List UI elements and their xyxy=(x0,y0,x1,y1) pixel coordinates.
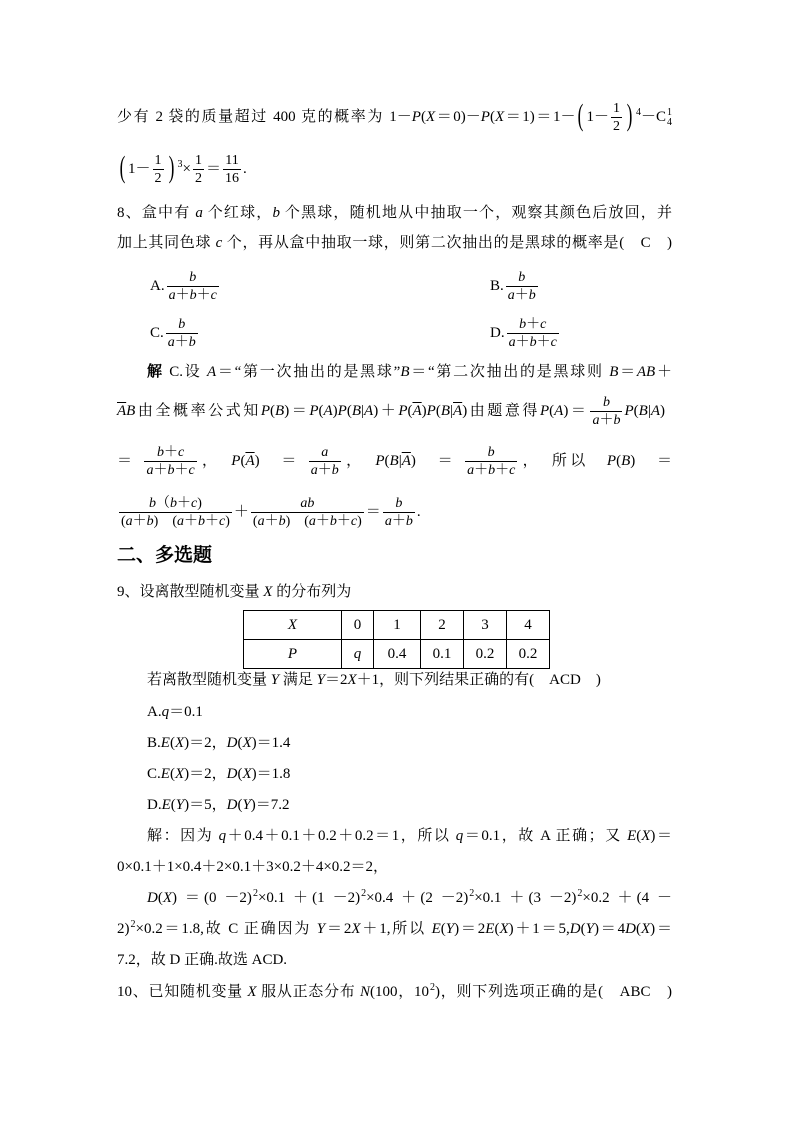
math-variable: b xyxy=(519,316,527,332)
text-run: ×0.2＝1.8,故 xyxy=(135,921,229,937)
math-variable: P xyxy=(426,403,436,419)
section-heading: 二、多选题 xyxy=(117,544,213,566)
math-variable: b xyxy=(529,334,537,350)
math-variable: b xyxy=(331,462,339,478)
fraction-numerator xyxy=(486,445,497,461)
math-variable: P xyxy=(480,109,490,125)
math-variable: X xyxy=(351,921,361,937)
math-variable: b xyxy=(198,513,205,529)
text-run: 正确.故选 xyxy=(180,952,252,968)
math-variable: P xyxy=(337,403,347,419)
math-variable: c xyxy=(540,316,547,332)
math-variable: A xyxy=(554,403,564,419)
math-variable: $\overline{A}$ xyxy=(245,453,255,469)
math-variable: Y xyxy=(316,921,326,937)
upright-label: ABC xyxy=(619,984,651,1000)
math-variable: c xyxy=(215,235,223,251)
math-variable: X xyxy=(247,984,257,1000)
bold-label: 解 xyxy=(147,364,164,380)
problem-9-solution-line-4 xyxy=(117,912,672,946)
distribution-table xyxy=(243,610,550,669)
math-variable: a xyxy=(308,513,316,529)
math-variable: q xyxy=(455,828,464,844)
text-run: )P(B| xyxy=(421,403,454,419)
upright-label: B. xyxy=(490,278,504,294)
fraction-numerator xyxy=(187,270,198,286)
math-variable: P xyxy=(375,453,385,469)
fraction-numerator xyxy=(601,395,612,411)
text-run: 少有 2 袋的质量超过 400 克的概率为 1－P(X＝0)－P(X＝1)＝1－ xyxy=(117,109,576,125)
text-run: ×0.4 ＋(2 －2) xyxy=(366,890,469,906)
table-cell: 0.1 xyxy=(421,640,464,669)
math-variable: Y xyxy=(175,797,185,813)
fraction-denominator: (a＋b) (a＋b＋c) xyxy=(252,513,362,529)
math-variable: D xyxy=(147,890,158,906)
math-variable: $\overline{A}$ xyxy=(117,403,127,419)
text-run: ×0.2 ＋(4 － xyxy=(582,890,672,906)
fraction-numerator: b＋c xyxy=(519,316,547,332)
math-variable: D xyxy=(226,735,238,751)
fraction-numerator: b（b＋c) xyxy=(149,495,202,511)
math-variable: P xyxy=(411,109,421,125)
math-variable: b xyxy=(146,513,154,529)
text-run: ) ＝ xyxy=(254,453,307,469)
math-variable: c xyxy=(210,287,217,303)
math-variable: D xyxy=(625,921,636,937)
fraction-denominator: a＋b＋c xyxy=(146,462,195,478)
math-variable: b xyxy=(178,316,186,332)
math-variable: b xyxy=(528,287,536,303)
upright-label: D. xyxy=(490,325,505,341)
math-variable: X xyxy=(174,766,185,782)
text-run: P(B|A) xyxy=(624,403,665,419)
math-variable: a xyxy=(321,444,329,460)
upright-label: C xyxy=(656,109,667,125)
fraction-denominator: a＋b xyxy=(384,513,413,529)
math-variable: b xyxy=(488,462,496,478)
math-variable: b xyxy=(188,334,196,350)
text-run: 2) xyxy=(117,921,130,937)
math-variable: q xyxy=(218,828,227,844)
problem-8-solution-line-2 xyxy=(117,394,665,429)
upright-label: ACD xyxy=(251,952,284,968)
problem-8-option-b xyxy=(490,269,540,304)
math-variable: b xyxy=(189,287,197,303)
math-variable: $\overline{A}$ xyxy=(412,403,422,419)
fraction-denominator: a＋b＋c xyxy=(467,462,516,478)
fraction-denominator: a＋b＋c xyxy=(508,334,557,350)
text-run: ＝ xyxy=(205,161,221,177)
upright-label: C. xyxy=(147,766,161,782)
fraction-denominator: (a＋b) (a＋b＋c) xyxy=(121,513,230,529)
math-variable: A xyxy=(323,403,333,419)
math-variable: AB xyxy=(636,364,656,380)
text-run: ， P(B| xyxy=(342,453,402,469)
text-run: 加上其同色球 c 个，再从盒中抽取一球，则第二次抽出的是黑球的概率是( xyxy=(117,235,641,251)
text-run: 10、已知随机变量 X 服从正态分布 N(100，10 xyxy=(117,984,430,1000)
fraction-numerator: b＋c xyxy=(156,444,185,460)
fraction xyxy=(119,496,232,530)
math-variable: X xyxy=(242,735,252,751)
text-run: 7.2，故 xyxy=(117,952,170,968)
math-variable: b xyxy=(395,495,403,511)
problem-8-solution-line-1 xyxy=(147,355,672,389)
problem-9-option-d xyxy=(147,788,290,822)
upright-label: D xyxy=(169,952,181,968)
upright-label: D. xyxy=(147,797,162,813)
math-variable: b xyxy=(518,269,526,285)
math-variable: E xyxy=(160,735,170,751)
table-row xyxy=(244,611,550,640)
text-run: q＝0.1 xyxy=(161,704,203,720)
text-run: B由全概率公式知P(B)＝P(A)P(B|A)＋P( xyxy=(126,403,413,419)
math-variable: a xyxy=(168,287,176,303)
math-variable: P xyxy=(231,453,241,469)
math-variable: Y xyxy=(445,921,455,937)
math-variable: a xyxy=(125,513,133,529)
math-variable: B xyxy=(609,364,619,380)
problem-9-stem xyxy=(117,575,351,609)
upright-label: ACD xyxy=(549,672,581,688)
math-variable: Y xyxy=(585,921,594,937)
text-run: － xyxy=(640,109,656,125)
combination-indices xyxy=(667,108,672,128)
math-variable: b xyxy=(487,444,495,460)
fraction xyxy=(223,153,241,187)
math-variable: c xyxy=(177,444,185,460)
problem-9-option-c xyxy=(147,757,290,791)
text-run: 8、盒中有 a 个红球，b 个黑球，随机地从中抽取一个，观察其颜色后放回，并 xyxy=(117,205,672,221)
math-variable: q xyxy=(353,645,362,662)
fraction xyxy=(507,317,559,351)
math-variable: P xyxy=(287,645,298,662)
math-variable: a xyxy=(592,412,600,428)
fraction xyxy=(465,445,517,479)
math-variable: P xyxy=(540,403,550,419)
math-variable: E xyxy=(431,921,441,937)
fraction xyxy=(167,270,219,304)
math-variable: a xyxy=(195,205,203,221)
math-variable: X xyxy=(494,109,505,125)
math-variable: E xyxy=(161,797,171,813)
math-variable: X xyxy=(287,616,298,633)
math-variable: b xyxy=(405,513,413,529)
text-run: E(X)＝2，D(X)＝1.8 xyxy=(160,766,291,782)
math-variable: B xyxy=(638,403,648,419)
math-variable: b xyxy=(189,269,197,285)
fraction-numerator xyxy=(176,317,187,333)
math-variable: B xyxy=(400,364,410,380)
math-variable: b xyxy=(272,205,280,221)
text-run: E(X)＝2，D(X)＝1.4 xyxy=(160,735,291,751)
text-run: 0×0.1＋1×0.4＋2×0.1＋3×0.2＋4×0.2＝2， xyxy=(117,859,389,875)
text-run: ) ＝ xyxy=(410,453,464,469)
table-cell xyxy=(244,611,342,640)
fraction xyxy=(166,317,198,351)
math-variable: E xyxy=(160,766,170,782)
superscript: 2 xyxy=(577,888,583,899)
table-cell: 3 xyxy=(464,611,507,640)
math-variable: X xyxy=(347,672,357,688)
math-variable: b xyxy=(329,513,337,529)
table-cell: 0 xyxy=(342,611,374,640)
math-variable: B xyxy=(621,453,631,469)
math-variable: b xyxy=(156,444,164,460)
math-variable: P xyxy=(309,403,319,419)
problem-10-stem xyxy=(117,975,672,1009)
text-run: 正确因为 Y＝2X＋1,所以 E(Y)＝2E(X)＋1＝5,D(Y)＝4D(X)＝ xyxy=(238,921,672,937)
fraction-numerator: 1 xyxy=(612,100,620,116)
math-variable: P xyxy=(398,403,408,419)
math-variable: b xyxy=(167,462,175,478)
text-run: ＝ xyxy=(365,504,381,520)
math-variable: a xyxy=(257,513,265,529)
text-run: )由题意得P(A)＝ xyxy=(462,403,589,419)
large-parenthesis: ( xyxy=(119,152,126,186)
superscript: 2 xyxy=(430,982,436,993)
text-run: × xyxy=(182,161,191,177)
math-variable: B xyxy=(126,403,136,419)
math-variable: q xyxy=(161,704,170,720)
math-variable: a xyxy=(146,462,154,478)
text-run: ) xyxy=(580,672,601,688)
text-run: ×0.1 ＋(1 －2) xyxy=(257,890,361,906)
math-variable: Y xyxy=(242,797,251,813)
fraction-denominator: a＋b xyxy=(507,287,536,303)
math-variable: c xyxy=(188,462,195,478)
math-variable: D xyxy=(226,766,238,782)
text-run: ×0.1 ＋(3 －2) xyxy=(474,890,577,906)
fraction xyxy=(153,153,164,187)
text-run: 设 A＝“第一次抽出的是黑球”B＝“第二次抽出的是黑球则 B＝AB＋ xyxy=(183,364,672,380)
table-cell: 2 xyxy=(421,611,464,640)
fraction-denominator: a＋b xyxy=(167,334,196,350)
math-variable: B xyxy=(275,403,285,419)
math-variable: a xyxy=(508,334,516,350)
fraction-numerator: 1 xyxy=(154,152,162,168)
math-variable: b xyxy=(613,412,621,428)
problem-9-solution-line-5 xyxy=(117,943,287,977)
superscript: 2 xyxy=(130,919,136,930)
math-variable: E xyxy=(627,828,637,844)
math-variable: ab xyxy=(300,495,315,511)
math-variable: B xyxy=(440,403,450,419)
fraction-numerator xyxy=(393,496,404,512)
table-cell: 4 xyxy=(507,611,550,640)
math-variable: E xyxy=(485,921,495,937)
table-cell: 0.4 xyxy=(374,640,421,669)
math-variable: b xyxy=(149,495,156,511)
text-run: )，则下列选项正确的是( xyxy=(435,984,620,1000)
math-variable: X xyxy=(640,921,651,937)
text-run: ， P( xyxy=(198,453,246,469)
math-variable: D xyxy=(226,797,238,813)
upright-label: B. xyxy=(147,735,161,751)
problem-9-solution-line-1 xyxy=(147,819,672,853)
superscript: 4 xyxy=(635,107,641,118)
math-variable: X xyxy=(499,921,509,937)
problem-8-option-d xyxy=(490,316,561,351)
fraction-denominator: 2 xyxy=(194,170,202,186)
text-run: 1－ xyxy=(586,109,609,125)
problem-9-option-b xyxy=(147,726,290,760)
superscript: 2 xyxy=(361,888,367,899)
math-variable: a xyxy=(177,513,184,529)
large-parenthesis: ) xyxy=(168,152,174,186)
problem-8-option-c xyxy=(150,316,200,351)
fraction xyxy=(590,395,622,429)
text-run: . xyxy=(416,504,421,520)
math-variable: a xyxy=(507,287,515,303)
text-run: ＋ xyxy=(233,504,249,520)
problem-7-solution-line-1 xyxy=(117,100,672,135)
math-variable: B xyxy=(351,403,361,419)
upright-label: C xyxy=(228,921,239,937)
complement-symbol xyxy=(117,403,126,419)
table-cell: 0.2 xyxy=(507,640,550,669)
math-variable: P xyxy=(624,403,634,419)
math-variable: $\overline{A}$ xyxy=(401,453,411,469)
text-run: E(Y)＝5，D(Y)＝7.2 xyxy=(161,797,290,813)
upright-label: C. xyxy=(163,364,183,380)
math-variable: Y xyxy=(270,672,280,688)
math-variable: c xyxy=(219,513,226,529)
math-variable: $\overline{A}$ xyxy=(453,403,463,419)
upright-label: A. xyxy=(150,278,165,294)
math-variable: c xyxy=(191,495,198,511)
fraction-denominator: 2 xyxy=(612,118,620,134)
math-variable: P xyxy=(260,403,271,419)
math-variable: D xyxy=(569,921,581,937)
text-run: . xyxy=(243,161,247,177)
text-run: 解：因为 q＋0.4＋0.1＋0.2＋0.2＝1，所以 q＝0.1，故 xyxy=(147,828,541,844)
fraction xyxy=(251,496,364,530)
text-run: ) xyxy=(650,984,672,1000)
text-run: ＝ xyxy=(117,453,143,469)
text-run: ， 所以 P(B) ＝ xyxy=(519,453,672,469)
math-variable: A xyxy=(206,364,217,380)
complement-symbol xyxy=(245,453,254,469)
superscript: 2 xyxy=(469,888,475,899)
upright-label: C. xyxy=(150,325,164,341)
text-run: 正确；又 E(X)＝ xyxy=(550,828,672,844)
math-variable: A xyxy=(650,403,660,419)
large-parenthesis: ( xyxy=(578,100,584,134)
combination-subscript: 4 xyxy=(667,116,673,128)
fraction-denominator: a＋b xyxy=(592,412,621,428)
large-parenthesis: ) xyxy=(626,100,633,134)
math-variable: c xyxy=(350,513,358,529)
table-cell: 1 xyxy=(374,611,421,640)
fraction-numerator: 11 xyxy=(225,152,239,168)
fraction-numerator xyxy=(516,270,527,286)
fraction-denominator: 16 xyxy=(225,170,239,186)
problem-9-option-a xyxy=(147,695,203,729)
complement-symbol xyxy=(412,403,421,419)
problem-9-solution-line-2 xyxy=(117,850,388,884)
math-variable: Y xyxy=(316,672,325,688)
math-variable: a xyxy=(467,462,475,478)
fraction xyxy=(144,445,196,479)
fraction xyxy=(506,270,538,304)
math-variable: b xyxy=(278,513,286,529)
text-run: D(X) ＝(0 －2) xyxy=(147,890,252,906)
math-variable: X xyxy=(425,109,436,125)
math-variable: B xyxy=(389,453,399,469)
math-variable: c xyxy=(550,334,557,350)
fraction-denominator: 2 xyxy=(154,170,162,186)
math-variable: X xyxy=(641,828,651,844)
math-variable: X xyxy=(174,735,185,751)
math-variable: X xyxy=(162,890,173,906)
fraction xyxy=(309,445,341,479)
complement-symbol xyxy=(402,453,411,469)
math-variable: b xyxy=(170,495,177,511)
problem-9-solution-line-3 xyxy=(147,881,672,915)
math-variable: a xyxy=(167,334,175,350)
fraction-denominator: a＋b＋c xyxy=(168,287,217,303)
fraction xyxy=(193,153,204,187)
complement-symbol xyxy=(453,403,462,419)
math-variable: X xyxy=(242,766,252,782)
problem-8-option-a xyxy=(150,269,221,304)
text-run: . xyxy=(283,952,288,968)
text-run: 1－ xyxy=(128,161,151,177)
superscript: 2 xyxy=(252,888,258,899)
math-variable: a xyxy=(310,462,318,478)
problem-8-stem-line-1 xyxy=(117,196,672,230)
math-variable: a xyxy=(384,513,392,529)
problem-8-solution-line-4 xyxy=(117,495,421,530)
fraction-numerator xyxy=(319,445,330,461)
upright-label: A xyxy=(540,828,551,844)
math-variable: N xyxy=(360,984,371,1000)
fraction xyxy=(611,101,622,135)
math-variable: b xyxy=(602,394,610,410)
text-run: 若离散型随机变量 Y 满足 Y＝2X＋1，则下列结果正确的有( xyxy=(147,672,550,688)
text-run: 9、设离散型随机变量 X 的分布列为 xyxy=(117,584,352,600)
fraction xyxy=(383,496,415,530)
combination-superscript: 1 xyxy=(667,106,673,118)
fraction-numerator xyxy=(298,496,316,512)
fraction-numerator: 1 xyxy=(194,152,202,168)
superscript: 3 xyxy=(177,159,183,170)
math-variable: c xyxy=(509,462,516,478)
math-variable: X xyxy=(263,584,273,600)
problem-8-stem-line-2 xyxy=(117,226,672,260)
upright-label: C xyxy=(640,235,651,251)
upright-label: A. xyxy=(147,704,162,720)
problem-8-solution-line-3 xyxy=(117,444,672,479)
math-variable: A xyxy=(364,403,374,419)
problem-9-condition xyxy=(147,663,601,697)
fraction-denominator: a＋b xyxy=(310,462,339,478)
text-run: ) xyxy=(650,235,672,251)
table-cell: 0.2 xyxy=(464,640,507,669)
problem-7-solution-line-2 xyxy=(117,152,247,187)
math-variable: P xyxy=(606,453,617,469)
